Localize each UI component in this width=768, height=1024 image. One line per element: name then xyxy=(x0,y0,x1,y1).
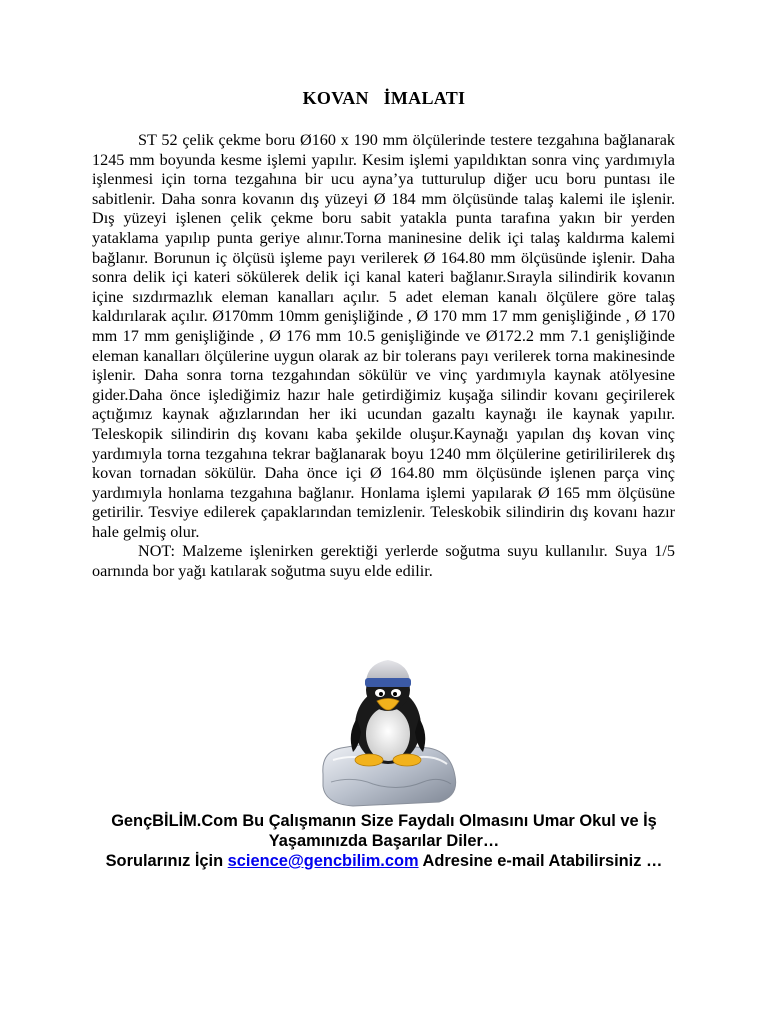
document-body xyxy=(92,131,675,582)
body-paragraph: ST 52 çelik çekme boru Ø160 x 190 mm ölçülerinde testere tezgahına bağlanarak 1245 mm boyunda kesme işlemi yapılır. Kesim işlemi yapıldıktan sonra vinç yardımıyla işlenmesi için torna tezgahına bir ucu ayna’ya tutturulup diğer ucu boru puntası ile sabitlenir. Daha sonra kovanın dış yüzeyi Ø 184 mm ölçüsünde talaş kalemi ile işlenir. Dış yüzeyi işlenen çelik çekme boru sabit yatakla punta tarafına yakın bir yerden yataklama yapılıp punta geriye alınır.Torna maninesine delik içi talaş kaldırma kalemi bağlanır. Borunun iç ölçüsü işleme payı verilerek Ø 164.80 mm ölçüsünde işlenir. Daha sonra delik içi kateri sökülerek delik içi kanal kateri bağlanır.Sırayla silindirik kovanın içine sızdırmazlık eleman kanalları açılır. 5 adet eleman kanalı ölçülere göre talaş kaldırılarak açılır. Ø170mm 10mm genişliğinde , Ø 170 mm 17 mm genişliğinde , Ø 170 mm 17 mm genişliğinde , Ø 176 mm 10.5 genişliğinde ve Ø172.2 mm 7.1 genişliğinde eleman kanalları ölçülerine uygun olarak az bir tolerans payı verilerek torna makinesinde işlenir. Daha sonra torna tezgahından sökülür ve vinç yardımıyla kaynak atölyesine gider.Daha önce işlediğimiz hazır hale getirdiğimiz kuşağa silindir kovanı geçirilerek açtığımız kaynak ağızlarından her iki ucundan gazaltı kaynağı ile kaynak yapılır. Teleskopik silindirin dış kovanı kaba şekilde oluşur.Kaynağı yapılan dış kovan vinç yardımıyla torna tezgahına tekrar bağlanarak boyu 1240 mm ölçülerine getirilirilerek dış kovan tornadan sökülür. Daha önce içi Ø 164.80 mm ölçüsünde işlenen parça vinç yardımıyla honlama tezgahına bağlanır. Honlama işlemi yapılarak Ø 165 mm ölçüsüne getirilir. Tesviye edilerek çapaklarından temizlenir. Teleskobik silindirin dış kovanı hazır hale gelmiş olur. xyxy=(92,131,675,541)
footer-suffix: Adresine e-mail Atabilirsiniz … xyxy=(418,852,663,870)
footer-prefix: Sorularınız İçin xyxy=(105,852,228,870)
document-title: KOVAN İMALATI xyxy=(302,88,466,108)
footer-line-1: GençBİLİM.Com Bu Çalışmanın Size Faydalı Olmasını Umar Okul ve İş Yaşamınızda Başarılar Diler… xyxy=(111,812,657,850)
footer-line-2 xyxy=(80,851,688,871)
note-paragraph: NOT: Malzeme işlenirken gerektiği yerlerde soğutma suyu kullanılır. Suya 1/5 oarnında bor yağı katılarak soğutma suyu elde edilir. xyxy=(92,542,675,581)
email-link[interactable]: science@gencbilim.com xyxy=(227,852,419,870)
footer-message xyxy=(80,811,688,871)
penguin-on-ice-icon xyxy=(313,656,463,816)
